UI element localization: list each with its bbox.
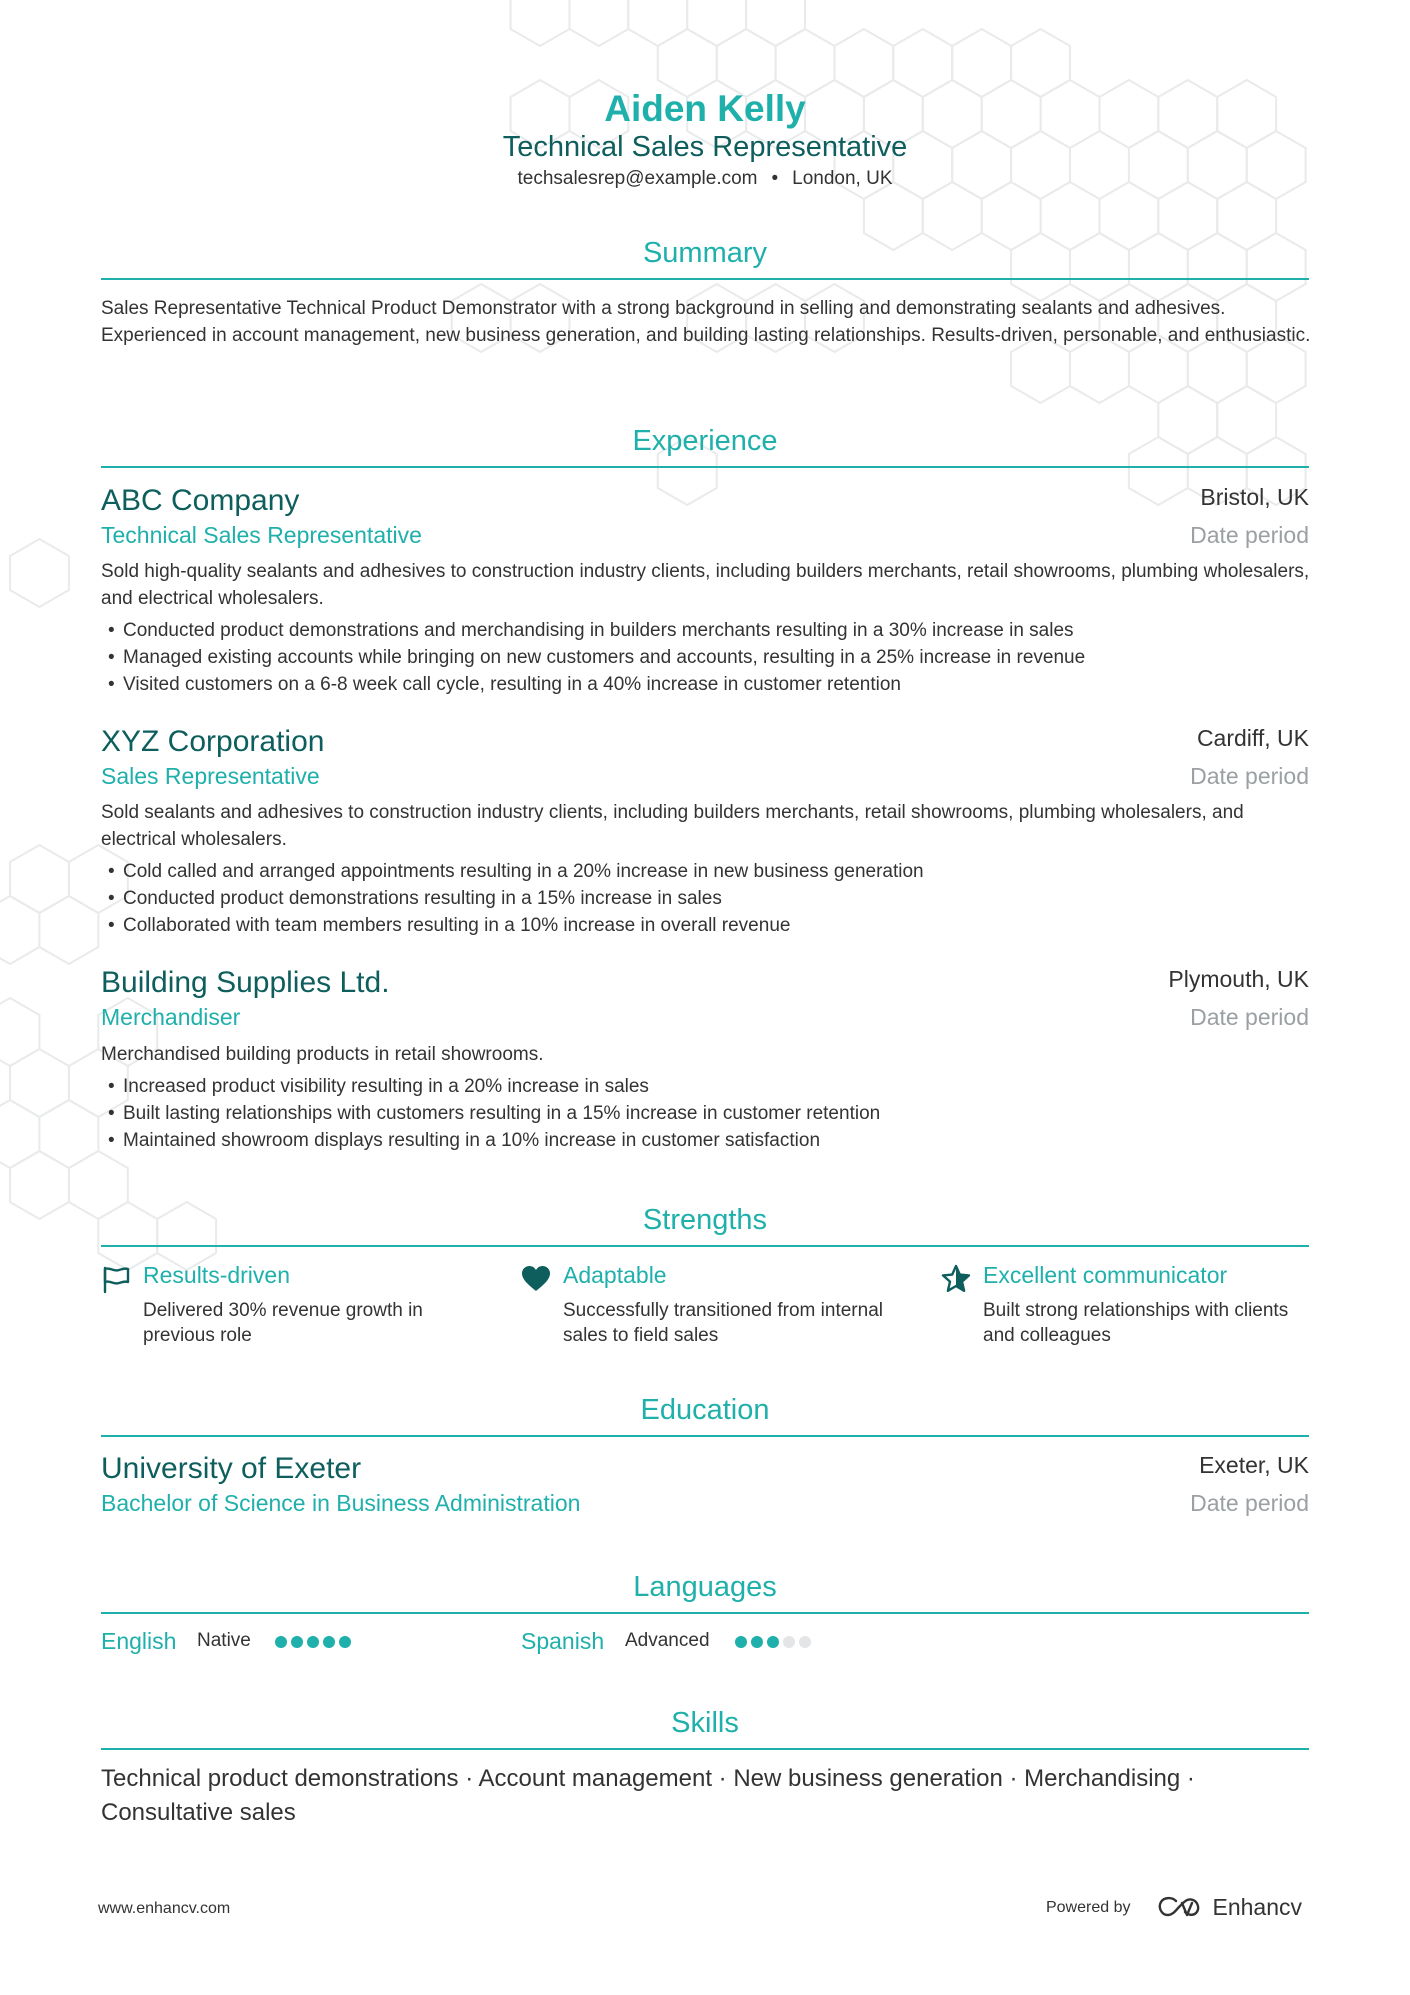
job-description: Sold high-quality sealants and adhesives to construction industry clients, including builders merchants, retail showrooms, plumbing wholesalers, and electrical wholesalers. (101, 561, 1310, 609)
rating-dot (307, 1636, 319, 1648)
rating-dot (767, 1636, 779, 1648)
rating-dot (799, 1636, 811, 1648)
school-name: University of Exeter (101, 1452, 362, 1485)
education-date: Date period (1190, 1490, 1309, 1516)
hexagon-shape (0, 998, 39, 1066)
languages-divider (101, 1612, 1309, 1614)
job-role: Sales Representative (101, 763, 320, 789)
job-location: Plymouth, UK (1168, 966, 1309, 992)
powered-by-label: Powered by (1045, 1898, 1131, 1916)
hexagon-shape (628, 0, 687, 46)
strengths-heading: Strengths (642, 1204, 768, 1236)
hexagon-shape (511, 0, 570, 46)
flag-icon (101, 1264, 131, 1294)
degree: Bachelor of Science in Business Administration (101, 1490, 581, 1516)
language-rating (275, 1636, 351, 1648)
language-name: English (101, 1628, 177, 1654)
job-bullet: • Conducted product demonstrations resulting in a 15% increase in sales (101, 885, 1311, 912)
rating-dot (291, 1636, 303, 1648)
hexagon-shape (10, 539, 69, 607)
skills-line: Consultative sales (101, 1799, 296, 1826)
job-bullet: • Increased product visibility resulting in a 20% increase in sales (101, 1073, 1311, 1100)
hexagon-shape (776, 29, 835, 97)
hexagon-shape (952, 29, 1011, 97)
job-bullet: • Collaborated with team members resulting in a 10% increase in overall revenue (101, 912, 1311, 939)
rating-dot (275, 1636, 287, 1648)
hexagon-shape (0, 896, 39, 964)
language-name: Spanish (521, 1628, 605, 1654)
job-description: Sold sealants and adhesives to construction industry clients, including builders merchants, retail showrooms, plumbing wholesalers, and electrical wholesalers. (101, 802, 1244, 850)
rating-dot (751, 1636, 763, 1648)
job-bullet: • Conducted product demonstrations and merchandising in builders merchants resulting in a 30% increase in sales (101, 617, 1311, 644)
job-date: Date period (1190, 1004, 1309, 1030)
experience-divider (101, 466, 1309, 468)
hexagon-shape (0, 1100, 39, 1168)
job-company: XYZ Corporation (101, 725, 325, 758)
rating-dot (783, 1636, 795, 1648)
strength-description: Successfully transitioned from internal sales to field sales (563, 1300, 883, 1346)
star-icon (941, 1264, 971, 1294)
summary-divider (101, 278, 1309, 280)
candidate-title: Technical Sales Representative (502, 131, 908, 163)
school-location: Exeter, UK (1199, 1452, 1309, 1478)
job-bullet: • Managed existing accounts while bringing on new customers and accounts, resulting in a 25% increase in revenue (101, 644, 1311, 671)
language-level: Native (197, 1630, 251, 1651)
separator-dot: • (771, 168, 779, 189)
hexagon-shape (10, 1151, 69, 1219)
experience-heading: Experience (632, 425, 778, 457)
hexagon-shape (687, 0, 746, 46)
strength-title: Excellent communicator (983, 1262, 1228, 1288)
job-bullet: • Maintained showroom displays resulting in a 10% increase in customer satisfaction (101, 1127, 1311, 1154)
job-bullets (101, 1073, 1311, 1154)
rating-dot (735, 1636, 747, 1648)
strength-title: Results-driven (143, 1262, 290, 1288)
job-bullet: • Cold called and arranged appointments resulting in a 20% increase in new business generation (101, 858, 1311, 885)
strength-title: Adaptable (563, 1262, 667, 1288)
rating-dot (323, 1636, 335, 1648)
email-link[interactable]: techsalesrep@example.com (517, 168, 758, 189)
footer-branding (1046, 1894, 1302, 1921)
strengths-divider (101, 1245, 1309, 1247)
summary-text: Sales Representative Technical Product Demonstrator with a strong background in selling and demonstrating sealants and adhesives. Experienced in account management, new business generation, and building lasting relationships. Results-driven, personable, and enthusiastic. (101, 298, 1311, 346)
hexagon-shape (746, 0, 805, 46)
job-bullets (101, 617, 1311, 698)
skills-divider (101, 1748, 1309, 1750)
job-location: Cardiff, UK (1196, 725, 1309, 751)
contact-line (101, 168, 1309, 190)
job-bullets (101, 858, 1311, 939)
education-divider (101, 1435, 1309, 1437)
job-date: Date period (1190, 763, 1309, 789)
job-bullet: • Visited customers on a 6-8 week call cycle, resulting in a 40% increase in customer retention (101, 671, 1311, 698)
hexagon-shape (10, 845, 69, 913)
summary-heading: Summary (642, 237, 768, 269)
language-rating (735, 1636, 811, 1648)
hexagon-shape (835, 29, 894, 97)
hexagon-shape (39, 1100, 98, 1168)
job-description: Merchandised building products in retail showrooms. (101, 1044, 544, 1065)
enhancv-logo-icon (1156, 1895, 1204, 1921)
job-date: Date period (1190, 522, 1309, 548)
enhancv-logo[interactable] (1156, 1894, 1302, 1921)
job-role: Merchandiser (101, 1004, 241, 1030)
hexagon-shape (658, 29, 717, 97)
location-text: London, UK (792, 168, 893, 189)
job-bullet: • Built lasting relationships with customers resulting in a 15% increase in customer retention (101, 1100, 1311, 1127)
skills-line: Technical product demonstrations · Account management · New business generation · Merchandising · (101, 1765, 1195, 1792)
brand-name: Enhancv (1212, 1894, 1302, 1920)
hexagon-shape (570, 0, 629, 46)
education-heading: Education (640, 1394, 770, 1426)
skills-heading: Skills (671, 1707, 739, 1739)
hexagon-shape (717, 29, 776, 97)
hexagon-shape (10, 1049, 69, 1117)
skills-list (101, 1762, 1309, 1830)
job-role: Technical Sales Representative (101, 522, 422, 548)
hexagon-shape (1011, 29, 1070, 97)
job-location: Bristol, UK (1200, 484, 1309, 510)
hexagon-shape (39, 896, 98, 964)
strength-description: Delivered 30% revenue growth in previous role (143, 1300, 423, 1346)
job-company: Building Supplies Ltd. (101, 966, 390, 999)
strength-description: Built strong relationships with clients and colleagues (983, 1300, 1289, 1346)
hexagon-shape (893, 29, 952, 97)
languages-heading: Languages (633, 1571, 777, 1603)
heart-icon (521, 1264, 551, 1294)
candidate-name: Aiden Kelly (604, 88, 806, 129)
language-level: Advanced (625, 1630, 710, 1651)
rating-dot (339, 1636, 351, 1648)
footer-website-link[interactable]: www.enhancv.com (98, 1900, 231, 1917)
job-company: ABC Company (101, 484, 300, 517)
